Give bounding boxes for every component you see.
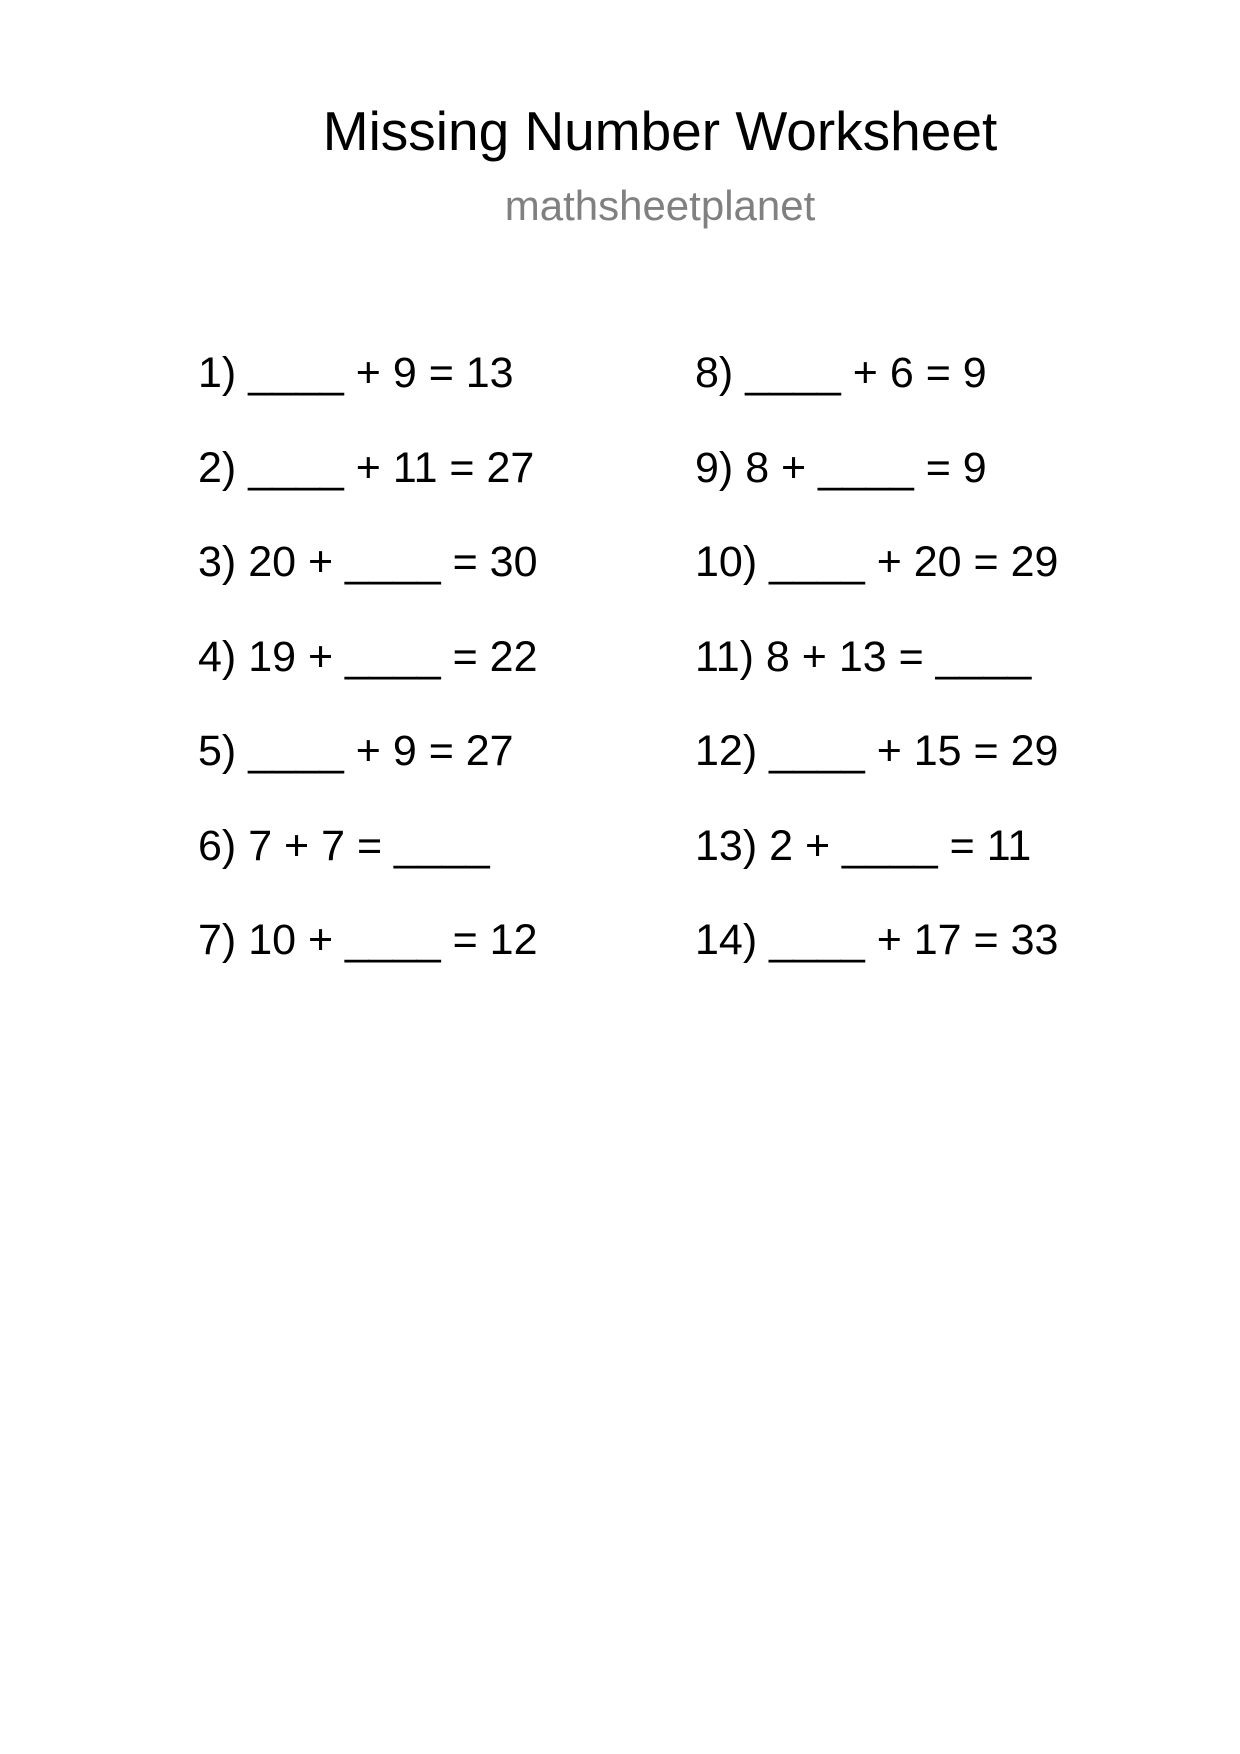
- problem-item: [198, 629, 538, 724]
- problem-expression: 8 + 13 = ____: [765, 632, 1032, 681]
- problem-number: 5): [198, 727, 237, 775]
- problem-expression: 8 + ____ = 9: [745, 443, 987, 492]
- problem-item: [695, 534, 1058, 629]
- problem-number: 1): [198, 349, 237, 397]
- problem-number: 14): [695, 916, 758, 964]
- problem-number: 6): [198, 821, 237, 870]
- problem-number: 2): [198, 443, 237, 492]
- problem-expression: 20 + ____ = 30: [248, 538, 538, 586]
- problem-expression: ____ + 9 = 13: [248, 349, 514, 397]
- problem-number: 9): [695, 443, 734, 492]
- problem-number: 12): [695, 727, 758, 775]
- problem-item: [198, 818, 538, 913]
- problem-expression: 19 + ____ = 22: [248, 632, 538, 681]
- problem-number: 3): [198, 538, 237, 586]
- problem-expression: ____ + 15 = 29: [769, 727, 1059, 775]
- problem-number: 10): [695, 538, 758, 586]
- problem-column-right: [695, 345, 1058, 1007]
- problem-expression: 10 + ____ = 12: [248, 916, 538, 964]
- problem-item: [695, 629, 1058, 724]
- problem-item: [198, 723, 538, 818]
- problem-item: [695, 818, 1058, 913]
- problem-expression: ____ + 11 = 27: [248, 443, 535, 492]
- problem-expression: ____ + 6 = 9: [745, 349, 987, 397]
- problem-number: 11): [695, 632, 754, 681]
- problem-item: [695, 723, 1058, 818]
- problem-number: 13): [695, 821, 758, 870]
- problem-item: [695, 440, 1058, 535]
- problem-expression: ____ + 17 = 33: [769, 916, 1059, 964]
- problem-expression: ____ + 20 = 29: [769, 538, 1059, 586]
- page-title: Missing Number Worksheet: [322, 100, 998, 162]
- problem-column-left: [198, 345, 538, 1007]
- problem-item: [198, 345, 538, 440]
- problem-item: [198, 912, 538, 1007]
- problem-item: [198, 534, 538, 629]
- problem-expression: 2 + ____ = 11: [769, 821, 1032, 870]
- page-subtitle: mathsheetplanet: [504, 182, 816, 229]
- problem-number: 8): [695, 349, 734, 397]
- problem-item: [695, 345, 1058, 440]
- problem-item: [695, 912, 1058, 1007]
- problem-item: [198, 440, 538, 535]
- problem-number: 4): [198, 632, 237, 681]
- problem-expression: 7 + 7 = ____: [248, 821, 490, 870]
- problem-number: 7): [198, 916, 237, 964]
- problem-expression: ____ + 9 = 27: [248, 727, 514, 775]
